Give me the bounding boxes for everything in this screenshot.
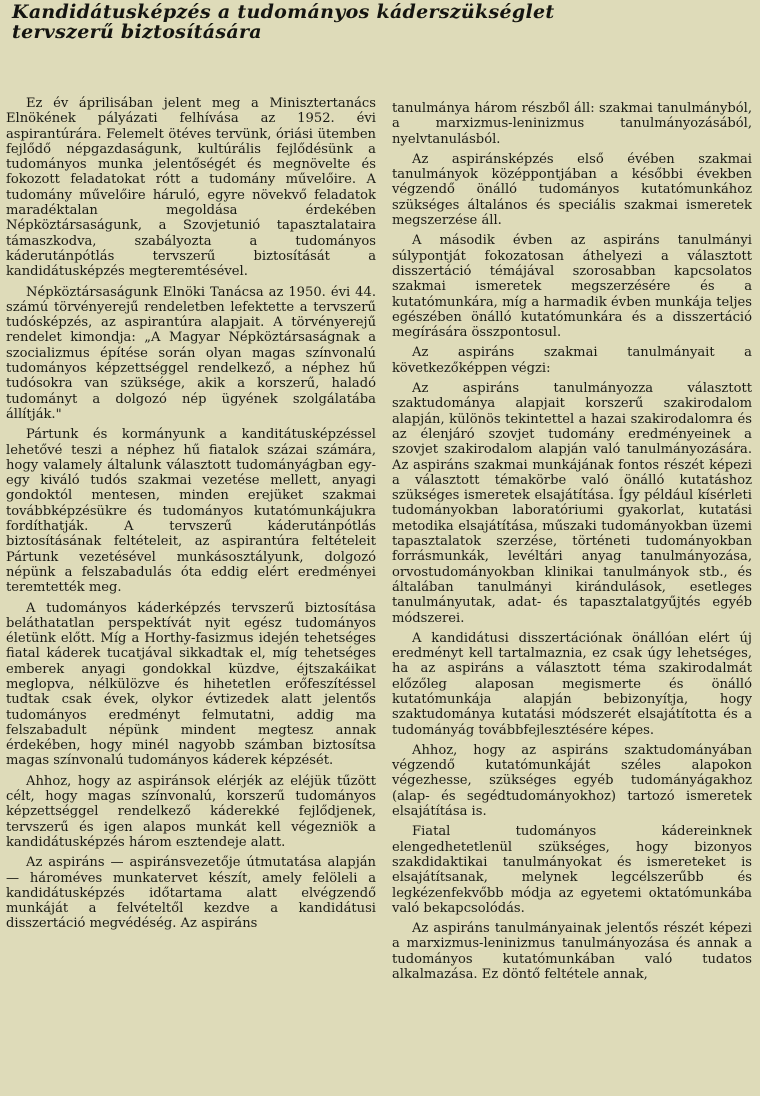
paragraph: Fiatal tudományos kádereinknek elengedhetetlenül szükséges, hogy bizonyos szakdidaktikai tanulmányokat és ismereteket is elsajátítsanak, melynek legcélszerűbb és legkézenfekvőbb módja az egyetemi oktatómunkába való bekapcsolódás.: [392, 824, 752, 916]
paragraph: Ez év áprilisában jelent meg a Minisztertanács Elnökének pályázati felhívása az 1952. évi aspirantúrára. Felemelt ötéves tervünk, óriási ütemben fejlődő népgazdaságunk, kultúrális fejlődésünk a tudományos munka jelentőségét és megnövelte és fokozott feladatokat rótt a tudomány művelőire. A tudomány művelőire háruló, egyre növekvő feladatok maradéktalan megoldása érdekében Népköztársaságunk, a Szovjetunió tapasztalataira támaszkodva, szabályozta a tudományos káderutánpótlás tervszerű biztosítását a kandidátusképzés megteremtésével.: [6, 96, 376, 280]
paragraph: A kandidátusi disszertációnak önállóan elért új eredményt kell tartalmaznia, ez csak úgy lehetséges, ha az aspiráns a választott téma szakirodalmát előzőleg alaposan megismerte és önálló kutatómunkája alapján bebizonyítja, hogy szaktudománya kutatási módszerét elsajátította és a tudományág továbbfejlesztésére képes.: [392, 630, 752, 738]
paragraph: Az aspiránsképzés első évében szakmai tanulmányok középpontjában a későbbi években végzendő önálló tudományos kutatómunkához szükséges általános és speciális szakmai ismeretek megszerzése áll.: [392, 151, 752, 229]
article-title-line-1: Kandidátusképzés a tudományos káderszükséglet: [12, 1, 555, 23]
paragraph: A második évben az aspiráns tanulmányi súlypontját fokozatosan áthelyezi a választott disszertáció témájával szorosabban kapcsolatos szakmai ismeretek megszerzésére és a kutatómunkára, míg a harmadik évben munkája teljes egészében önálló kutatómunkára és a disszertáció megírására összpontosul.: [392, 233, 752, 341]
article-title-line-2: tervszerű biztosítására: [12, 21, 262, 43]
right-column: [392, 101, 752, 987]
article-title: [12, 2, 572, 42]
left-column: [6, 96, 376, 937]
paragraph: Pártunk és kormányunk a kanditátusképzéssel lehetővé teszi a néphez hű fiatalok százai számára, hogy valamely általunk választott tudományágban egy-egy kiváló tudós szakmai vezetése mellett, anyagi gondoktól mentesen, minden erejüket szakmai továbbképzésükre és tudományos kutatómunkájukra fordíthatják. A tervszerű káderutánpótlás biztosításának feltételeit, az aspirantúra feltételeit Pártunk vezetésével munkásosztályunk, dolgozó népünk a felszabadulás óta eddig elért eredményei teremtették meg.: [6, 427, 376, 596]
paragraph: Az aspiráns tanulmányainak jelentős részét képezi a marxizmus-leninizmus tanulmányozása és annak a tudományos kutatómunkában való tudatos alkalmazása. Ez döntő feltétele annak,: [392, 921, 752, 983]
paragraph: tanulmánya három részből áll: szakmai tanulmányból, a marxizmus-leninizmus tanulmányozásából, nyelvtanulásból.: [392, 101, 752, 147]
paragraph: Az aspiráns szakmai tanulmányait a következőképpen végzi:: [392, 345, 752, 376]
paragraph: Ahhoz, hogy az aspiránsok elérjék az eléjük tűzött célt, hogy magas színvonalú, korszerű tudományos képzettséggel rendelkező káderekké fejlődjenek, tervszerű és igen alapos munkát kell végezniök a kandidátusképzés három esztendeje alatt.: [6, 773, 376, 850]
paragraph: Az aspiráns — aspiránsvezetője útmutatása alapján — hároméves munkatervet készít, amely felöleli a kandidátusképzés időtartama alatt elvégzendő munkáját a felvételtől kezdve a kandidátusi disszertáció megvédéség. Az aspiráns: [6, 855, 376, 932]
paragraph: Ahhoz, hogy az aspiráns szaktudományában végzendő kutatómunkáját széles alapokon végezhesse, szükséges egyéb tudományágakhoz (alap- és segédtudományokhoz) tartozó ismeretek elsajátítása is.: [392, 742, 752, 820]
paragraph: A tudományos káderképzés tervszerű biztosítása beláthatatlan perspektívát nyit egész tudományos életünk előtt. Míg a Horthy-fasizmus idején tehetséges fiatal káderek tucatjával sikkadtak el, míg tehetséges emberek anyagi gondokkal küzdve, éjtszakáikat meglopva, nélkülözve és hihetetlen erőfeszítéssel tudtak csak évek, olykor évtizedek alatt jelentős tudományos eredményt felmutatni, addig ma felszabadult népünk mindent megtesz annak érdekében, hogy minél nagyobb számban biztosítsa magas színvonalú tudományos káderek képzését.: [6, 600, 376, 769]
paragraph: Népköztársaságunk Elnöki Tanácsa az 1950. évi 44. számú törvényerejű rendeletben lefektette a tervszerű tudósképzés, az aspirantúra alapjait. A törvényerejű rendelet kimondja: „A Magyar Népköztársaságnak a szocializmus építése során olyan magas színvonalú tudományos képzettséggel rendelkező, a néphez hű tudósokra van szüksége, akik a korszerű, haladó tudományt a dolgozó nép ügyének szolgálatába állítják.": [6, 284, 376, 422]
paragraph: Az aspiráns tanulmányozza választott szaktudománya alapjait korszerű szakirodalom alapján, különös tekintettel a hazai szakirodalomra és az élenjáró szovjet tudomány eredményeinek a szovjet szakirodalom alapján való tanulmányozására. Az aspiráns szakmai munkájának fontos részét képezi a választott témakörbe való önálló kutatáshoz szükséges ismeretek elsajátítása. Így például kísérleti tudományokban laboratóriumi gyakorlat, kutatási metodika elsajátítása, műszaki tudományokban üzemi tapasztalatok szerzése, történeti tudományokban forrásmunkák, levéltári anyag tanulmányozása, orvostudományokban klinikai tanulmányok stb., és általában tanulmányi kirándulások, esetleges tanulmányutak, adat- és tapasztalatgyűjtés egyéb módszerei.: [392, 381, 752, 626]
